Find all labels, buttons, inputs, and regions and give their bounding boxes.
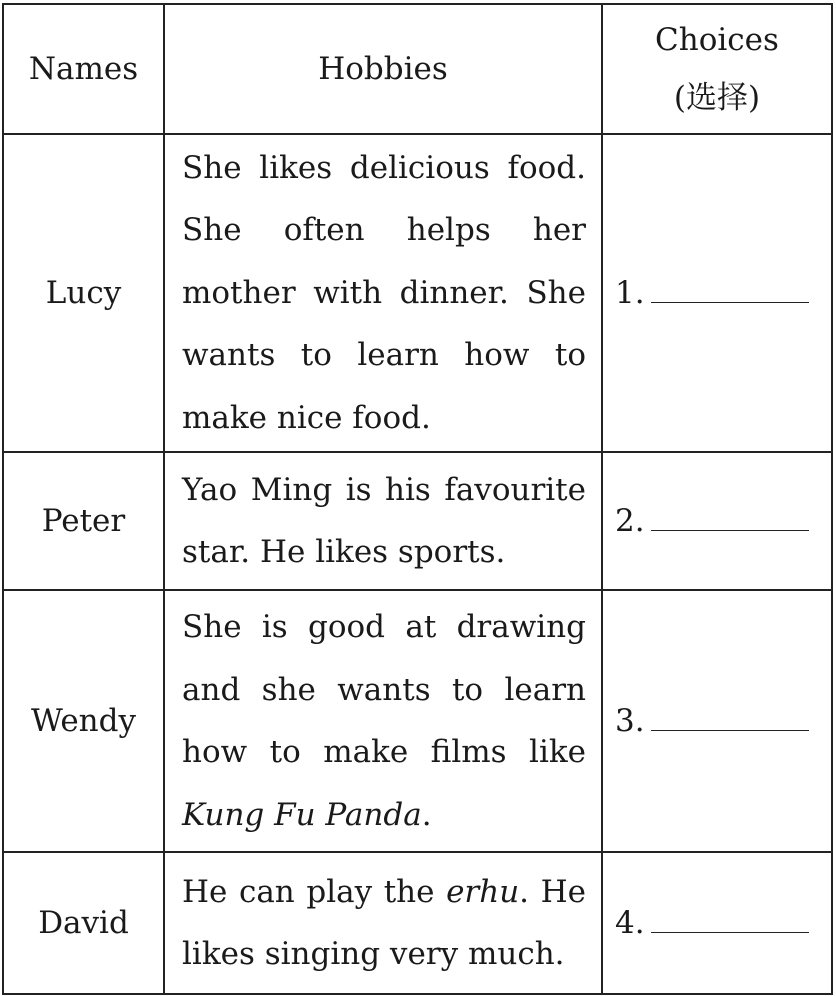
hobby-text bbox=[165, 596, 601, 846]
hobby-line: She likes delicious food. bbox=[182, 149, 586, 186]
choice-number: 4. bbox=[615, 905, 645, 941]
hobby-line: She is good at drawing bbox=[182, 609, 586, 645]
hobby-pre: He can play the bbox=[182, 873, 447, 910]
header-choices bbox=[602, 4, 832, 134]
choice-number: 2. bbox=[615, 503, 645, 539]
hobby-line: Yao Ming is his favourite bbox=[182, 471, 586, 508]
name-cell: Peter bbox=[3, 452, 164, 590]
hobby-cell bbox=[164, 134, 602, 452]
header-choices-label: Choices bbox=[655, 22, 779, 58]
name-cell: Wendy bbox=[3, 590, 164, 852]
table-row bbox=[3, 590, 832, 852]
answer-blank[interactable] bbox=[651, 276, 809, 303]
hobby-line bbox=[182, 784, 586, 847]
hobby-line: how to make films like bbox=[182, 734, 586, 770]
hobby-post: . He bbox=[519, 873, 586, 910]
hobby-cell bbox=[164, 852, 602, 994]
choice-number: 1. bbox=[615, 275, 645, 311]
hobbies-choices-table bbox=[2, 3, 833, 995]
hobby-line: make nice food. bbox=[182, 399, 431, 436]
choice-cell bbox=[602, 590, 832, 852]
hobby-line: mother with dinner. She bbox=[182, 274, 586, 311]
name-cell: Lucy bbox=[3, 134, 164, 452]
hobby-line: wants to learn how to bbox=[182, 337, 586, 374]
hobby-text bbox=[165, 459, 601, 584]
hobby-line: She often helps her bbox=[182, 212, 586, 249]
instrument-name: erhu bbox=[446, 873, 520, 910]
hobby-line bbox=[182, 861, 586, 924]
hobby-line: star. He likes sports. bbox=[182, 534, 506, 570]
header-names: Names bbox=[3, 4, 164, 134]
choice-number: 3. bbox=[615, 703, 645, 739]
table-header-row bbox=[3, 4, 832, 134]
table-row bbox=[3, 134, 832, 452]
header-hobbies: Hobbies bbox=[164, 4, 602, 134]
header-choices-chinese: (选择) bbox=[673, 80, 761, 116]
answer-blank[interactable] bbox=[651, 704, 809, 731]
table-row bbox=[3, 852, 832, 994]
choice-cell bbox=[602, 852, 832, 994]
hobby-text bbox=[165, 137, 601, 450]
hobby-line: likes singing very much. bbox=[182, 936, 565, 972]
name-cell: David bbox=[3, 852, 164, 994]
choice-cell bbox=[602, 134, 832, 452]
hobby-line: and she wants to learn bbox=[182, 671, 586, 708]
choice-cell bbox=[602, 452, 832, 590]
answer-blank[interactable] bbox=[651, 504, 809, 531]
table-row bbox=[3, 452, 832, 590]
hobby-cell bbox=[164, 452, 602, 590]
hobby-period: . bbox=[421, 796, 432, 833]
answer-blank[interactable] bbox=[651, 906, 809, 933]
hobby-cell bbox=[164, 590, 602, 852]
film-title: Kung Fu Panda bbox=[182, 796, 422, 833]
hobby-text bbox=[165, 861, 601, 986]
